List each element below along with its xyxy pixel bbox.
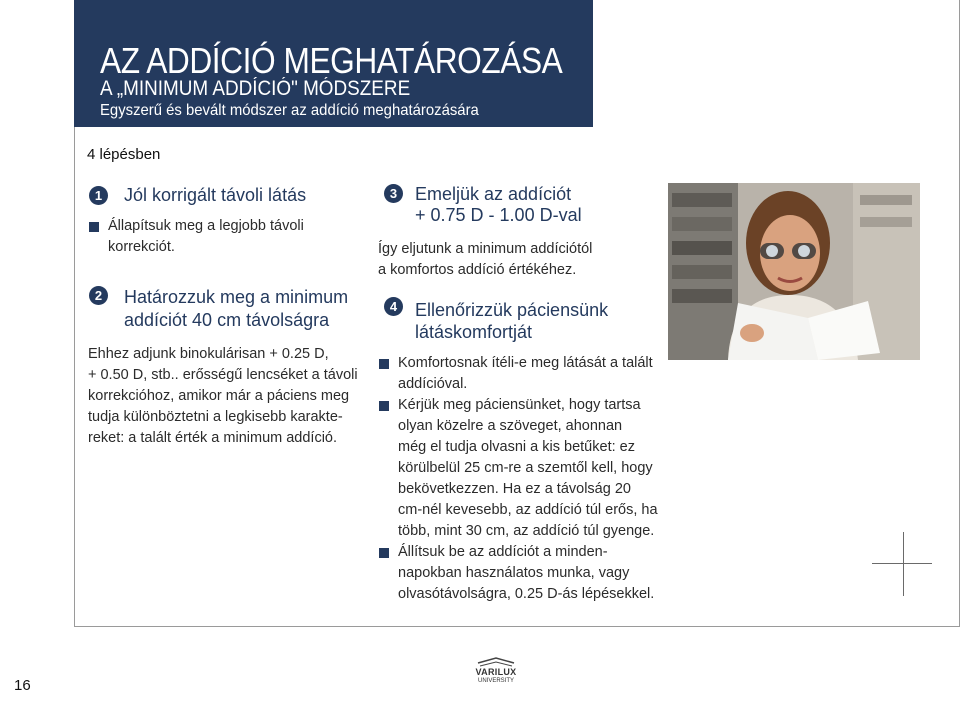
step-3-line-1: Így eljutunk a minimum addíciótól — [378, 241, 593, 257]
step-3-title-line-1: Emeljük az addíciót — [415, 184, 572, 204]
step-4-bullet-3-line-2: napokban használatos munka, vagy — [398, 565, 630, 581]
step-2-title-line-1: Határozzuk meg a minimum — [124, 287, 349, 307]
crop-mark-horizontal — [872, 563, 932, 564]
step-4-bullet-2-line-7: több, mint 30 cm, az addíció túl gyenge. — [398, 523, 655, 539]
step-4-bullet-3-line-3: olvasótávolságra, 0.25 D-ás lépésekkel. — [398, 586, 655, 602]
bullet-icon — [379, 401, 389, 411]
step-1-line-1: Állapítsuk meg a legjobb távoli — [108, 218, 304, 234]
logo-brand: VARILUX — [475, 667, 517, 677]
step-2-line-3: korrekcióhoz, amikor már a páciens meg — [88, 388, 350, 404]
step-2-line-4: tudja különböztetni a legkisebb karakte- — [88, 409, 343, 425]
step-4-bullet-2-line-3: még el tudja olvasni a kis betűket: ez — [398, 439, 635, 455]
step-1-number: 1 — [89, 186, 108, 205]
step-4-title-line-1: Ellenőrizzük páciensünk — [415, 300, 609, 320]
step-4-bullet-2-line-6: cm-nél kevesebb, az addíció túl erős, ha — [398, 502, 658, 518]
step-2-line-2: + 0.50 D, stb.. erősségű lencséket a távoli — [88, 367, 358, 383]
step-4-bullet-2-line-2: olyan közelre a szöveget, ahonnan — [398, 418, 623, 434]
bullet-icon — [89, 222, 99, 232]
bullet-icon — [379, 359, 389, 369]
step-4-title-line-2: látáskomfortját — [415, 322, 533, 342]
step-2-line-5: reket: a talált érték a minimum addíció. — [88, 430, 338, 446]
varilux-logo — [472, 657, 520, 689]
step-1-line-2: korrekciót. — [108, 239, 175, 255]
step-4-bullet-1-line-2: addícióval. — [398, 376, 468, 392]
bullet-icon — [379, 548, 389, 558]
step-4-bullet-2-line-1: Kérjük meg páciensünket, hogy tartsa — [398, 397, 641, 413]
step-2-line-1: Ehhez adjunk binokulárisan + 0.25 D, — [88, 346, 329, 362]
page-title: AZ ADDÍCIÓ MEGHATÁROZÁSA — [100, 40, 563, 81]
step-2-number: 2 — [89, 286, 108, 305]
step-3-number: 3 — [384, 184, 403, 203]
logo-subtitle: UNIVERSITY — [477, 678, 514, 684]
step-4-bullet-3-line-1: Állítsuk be az addíciót a minden- — [398, 544, 608, 560]
page-tagline: Egyszerű és bevált módszer az addíció meghatározására — [100, 102, 479, 119]
page-number: 16 — [14, 677, 31, 694]
page-subtitle: A „MINIMUM ADDÍCIÓ" MÓDSZERE — [100, 77, 411, 100]
step-4-bullet-1-line-1: Komfortosnak ítéli-e meg látását a talált — [398, 355, 653, 371]
step-3-title-line-2: + 0.75 D - 1.00 D-val — [415, 205, 582, 225]
step-2-title-line-2: addíciót 40 cm távolságra — [124, 310, 330, 330]
step-1-title: Jól korrigált távoli látás — [124, 185, 307, 205]
step-3-line-2: a komfortos addíció értékéhez. — [378, 262, 577, 278]
step-4-number: 4 — [384, 297, 403, 316]
step-4-bullet-2-line-4: körülbelül 25 cm-re a szemtől kell, hogy — [398, 460, 653, 476]
step-4-bullet-2-line-5: bekövetkezzen. Ha ez a távolság 20 — [398, 481, 631, 497]
steps-label: 4 lépésben — [87, 146, 161, 163]
crop-mark-vertical — [903, 532, 904, 596]
patient-photo — [668, 183, 920, 360]
